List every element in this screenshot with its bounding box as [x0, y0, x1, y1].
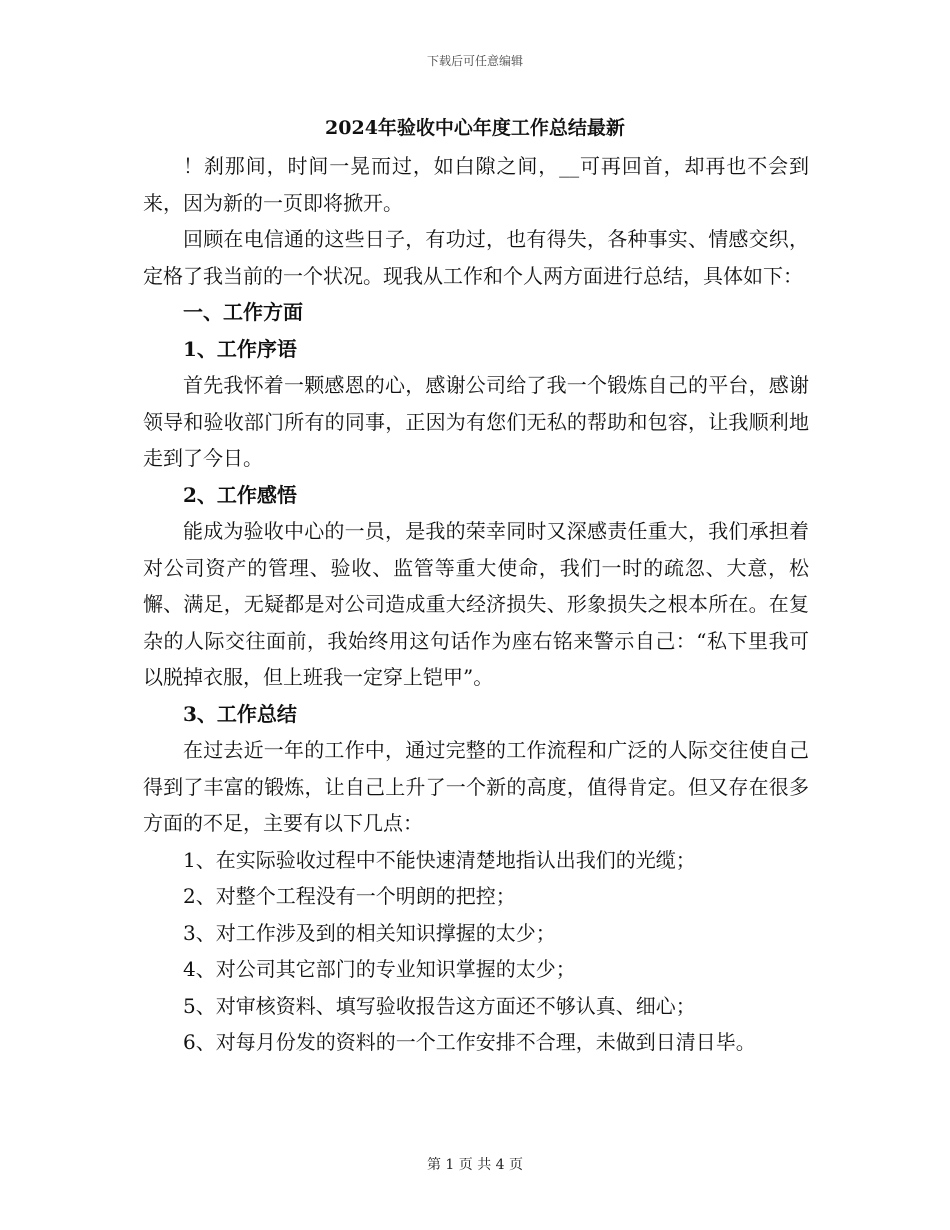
- list-item: 3、对工作涉及到的相关知识撑握的太少；: [183, 920, 556, 945]
- list-item: 2、对整个工程没有一个明朗的把控；: [183, 884, 516, 908]
- subsection-heading: 2、工作感悟: [183, 482, 297, 507]
- body-paragraph: ！刹那间，时间一晃而过，如白隙之间，__可再回首，却再也不会到来，因为新的一页即将掀开。: [143, 154, 809, 215]
- document-title: 2024年验收中心年度工作总结最新: [325, 117, 625, 139]
- list-item: 1、在实际验收过程中不能快速清楚地指认出我们的光缆；: [183, 847, 696, 872]
- page-number-footer: 第 1 页 共 4 页: [426, 1157, 524, 1173]
- document-body: [143, 148, 809, 1061]
- subsection-heading: 1、工作序语: [183, 336, 297, 361]
- list-item: 4、对公司其它部门的专业知识掌握的太少；: [183, 957, 576, 981]
- body-paragraph: 回顾在电信通的这些日子，有功过，也有得失，各种事实、情感交织，定格了我当前的一个状况。现我从工作和个人两方面进行总结，具体如下：: [143, 227, 809, 288]
- section-heading: 一、工作方面: [183, 300, 303, 324]
- body-paragraph: 在过去近一年的工作中，通过完整的工作流程和广泛的人际交往使自己得到了丰富的锻炼，让自己上升了一个新的高度，值得肯定。但又存在很多方面的不足，主要有以下几点：: [143, 738, 809, 835]
- list-item: 6、对每月份发的资料的一个工作安排不合理，未做到日清日毕。: [183, 1030, 756, 1054]
- subsection-heading: 3、工作总结: [183, 701, 297, 726]
- body-paragraph: 能成为验收中心的一员，是我的荣幸同时又深感责任重大，我们承担着对公司资产的管理、验收、监管等重大使命，我们一时的疏忽、大意，松懈、满足，无疑都是对公司造成重大经济损失、形象损失之根本所在。在复杂的人际交往面前，我始终用这句话作为座右铭来警示自己：“私下里我可以脱掉衣服，但上班我一定穿上铠甲”。: [143, 519, 809, 689]
- body-paragraph: 首先我怀着一颗感恩的心，感谢公司给了我一个锻炼自己的平台，感谢领导和验收部门所有的同事，正因为有您们无私的帮助和包容，让我顺利地走到了今日。: [143, 373, 809, 470]
- page-header-note: 下载后可任意编辑: [426, 54, 523, 68]
- list-item: 5、对审核资料、填写验收报告这方面还不够认真、细心；: [183, 993, 696, 1018]
